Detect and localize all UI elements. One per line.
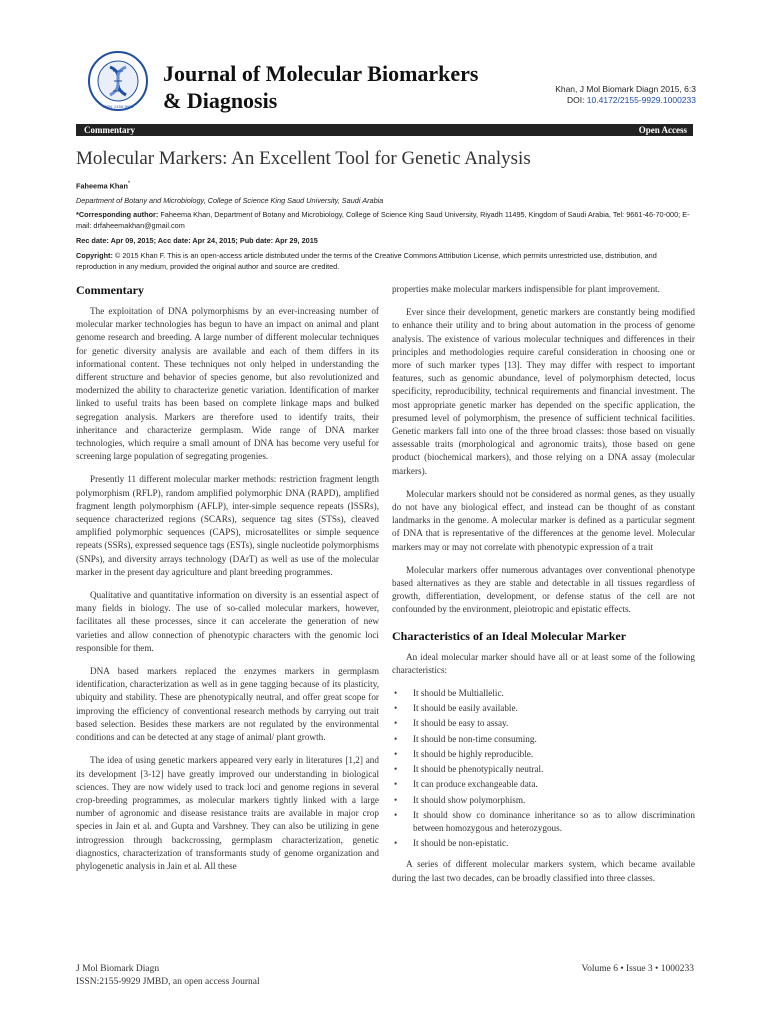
list-item: • It can produce exchangeable data.: [413, 778, 695, 791]
author-name: Faheema Khan: [76, 181, 128, 191]
doi-label: DOI:: [566, 95, 587, 105]
right-column: [392, 283, 695, 895]
paragraph: Molecular markers should not be considered as normal genes, as they usually do not have any biological effect, and instead can be thought of as constant landmarks in the genome. A molecular marker is defined as a particular segment of DNA that is representative of the differences at the genome level. Molecular markers may or may not correlate with phenotypic expression of a trait: [392, 488, 695, 552]
journal-logo: [87, 50, 149, 112]
corresponding-text: Faheema Khan, Department of Botany and Microbiology, College of Science King Saud University, Riyadh 11495, Kingdom of Saudi Arabia, Tel: 9661-46-70-000; E-mail: drfaheemakhan@gmail.com: [76, 210, 690, 230]
list-item: • It should be non-time consuming.: [413, 733, 695, 746]
footer-journal-abbrev: J Mol Biomark Diagn: [76, 964, 160, 974]
article-title: Molecular Markers: An Excellent Tool for Genetic Analysis: [76, 148, 531, 169]
paragraph-intro: An ideal molecular marker should have all or at least some of the following characteristics:: [392, 651, 695, 675]
list-item: • It should be easy to assay.: [413, 717, 695, 730]
list-item: • It should be non-epistatic.: [413, 837, 695, 850]
journal-title: [163, 60, 523, 114]
paragraph: The idea of using genetic markers appeared very early in literatures [1,2] and its development [3-12] have greatly improved our understanding in biological sciences. They are now widely used to track loci and genome regions in several crop-breeding programmes, as molecular markers tightly linked with a large number of agronomic and disease resistance traits are available in major crop species in Jain et al. and Gupta and Varshney. They can also be utilizing in gene introgression through backcrossing, germplasm characterization, genetic diagnostics, characterization of transformants study of genome organization and phylogenetic analysis in Jain et al. All these: [76, 755, 379, 871]
footer-volume: Volume 6 • Issue 3 • 1000233: [581, 964, 694, 974]
paragraph: DNA based markers replaced the enzymes markers in germplasm identification, characterization as well as in gene tagging because of its plasticity, ubiquity and stability. These are phenotypically neutral, and offer great scope for improving the efficiency of conventional research methods by carrying out trait based selection. Besides these markers are not regulated by the environmental conditions and can be detected at any stage of animal/ plant growth.: [76, 666, 379, 743]
author-mark: *: [127, 181, 131, 187]
paragraph-closing: A series of different molecular markers system, which became available during the last two decades, can be broadly classified into three classes.: [392, 859, 695, 883]
doi-line: [555, 95, 696, 106]
paragraph: Ever since their development, genetic markers are constantly being modified to enhance their utility and to bring about automation in the process of genome analysis. The existence of various molecular techniques and differences in their principles and methodologies require careful consideration in choosing one or more of such marker types [13]. They may differ with respect to important features, such as genomic abundance, level of polymorphism detected, locus specificity, reproducibility, technical requirements and financial investment. The most appropriate genetic marker has depended on the specific application, the presumed level of polymorphism, the presence of sufficient technical facilities. Genetic markers fall into one of the three broad classes: those based on visually assessable traits (morphological and agronomic traits), those based on gene product (biochemical markers), and those relying on a DNA assay (molecular markers).: [392, 307, 695, 476]
author-line: [76, 179, 696, 192]
section-heading-characteristics: Characteristics of an Ideal Molecular Marker: [392, 628, 627, 643]
citation-block: [555, 84, 696, 106]
list-item: • It should be phenotypically neutral.: [413, 763, 695, 776]
citation-line: Khan, J Mol Biomark Diagn 2015, 6:3: [555, 84, 696, 94]
article-dates: Rec date: Apr 09, 2015; Acc date: Apr 24, 2015; Pub date: Apr 29, 2015: [76, 236, 318, 245]
affiliation: Department of Botany and Microbiology, College of Science King Saud University, Saudi Arabia: [76, 196, 384, 205]
corresponding-author: [76, 210, 696, 231]
list-item: • It should show co dominance inheritance so as to allow discrimination between homozygous and heterozygous.: [413, 809, 695, 835]
footer-right: [581, 963, 694, 976]
footer-left: [76, 963, 260, 989]
paragraph: Presently 11 different molecular marker methods: restriction fragment length polymorphism (RFLP), random amplified polymorphic DNA (RAPD), amplified fragment length polymorphism (AFLP), inter-simple sequence repeats (ISSRs), sequence characterized regions (SCARs), sequence tag sites (STSs), cleaved amplified polymorphic sequences (CAPS), microsatellites or simple sequence repeats (SSRs), expressed sequence tags (ESTs), single nucleotide polymorphisms (SNPs), and diversity arrays technology (DArT) as well as use of the molecular marker in the present day agriculture and plant breeding programmes.: [76, 474, 379, 577]
list-item: • It should show polymorphism.: [413, 794, 695, 807]
copyright-notice: [76, 251, 696, 272]
paragraph: Qualitative and quantitative information on diversity is an essential aspect of many fields in biology. The use of so-called molecular markers, however, facilitates all these processes, since it can accelerate the generation of new varieties and allow connection of phenotypic characters with the genomic loci responsible for them.: [76, 590, 379, 653]
paragraph-continuation: properties make molecular markers indispensible for plant improvement.: [392, 284, 660, 294]
list-item: • It should be easily available.: [413, 702, 695, 715]
corresponding-label: *Corresponding author:: [76, 210, 159, 219]
copyright-label: Copyright:: [76, 251, 113, 260]
paragraph: Molecular markers offer numerous advantages over conventional phenotype based alternatives as they are stable and detectable in all tissues regardless of growth, differentiation, development, or defense status of the cell are not confounded by the environment, pleiotropic and epistatic effects.: [392, 564, 695, 615]
open-access-label: Open Access: [638, 125, 687, 135]
journal-title-line2: & Diagnosis: [163, 88, 278, 113]
copyright-text: © 2015 Khan F. This is an open-access article distributed under the terms of the Creative Commons Attribution License, which permits unrestricted use, distribution, and reproduction in any medium, provided the original author and source are credited.: [76, 251, 657, 271]
article-type-label: Commentary: [84, 125, 135, 135]
svg-text:ISSN: 2155-9929: ISSN: 2155-9929: [102, 104, 134, 109]
journal-title-line1: Journal of Molecular Biomarkers: [163, 61, 479, 86]
paragraph: The exploitation of DNA polymorphisms by an ever-increasing number of molecular marker technologies has begun to have an impact on animal and plant genome research and breeding. A large number of different molecular techniques for genetic diversity analysis are available and each of them differs in its informational content. These techniques not only helped in understanding the different structure and behavior of species genome, but also revolutionized and modernized the ability to characterize genetic variation. Identification of marker linked to useful traits has been based on complete linkage maps and bulked segregation analysis. Markers are therefore used to identify traits, their inheritance and characterize germplasm. Wide range of DNA marker technologies, which require a small amount of DNA has become very useful for screening large population of segregating progenies.: [76, 306, 379, 462]
list-item: • It should be highly reproducible.: [413, 748, 695, 761]
section-heading-commentary: Commentary: [76, 283, 144, 297]
characteristics-list: [392, 687, 695, 850]
list-item: • It should be Multiallelic.: [413, 687, 695, 700]
footer-issn: ISSN:2155-9929 JMBD, an open access Journal: [76, 977, 260, 987]
left-column: [76, 283, 379, 883]
article-type-bar: [76, 124, 693, 136]
doi-link[interactable]: 10.4172/2155-9929.1000233: [586, 95, 696, 105]
